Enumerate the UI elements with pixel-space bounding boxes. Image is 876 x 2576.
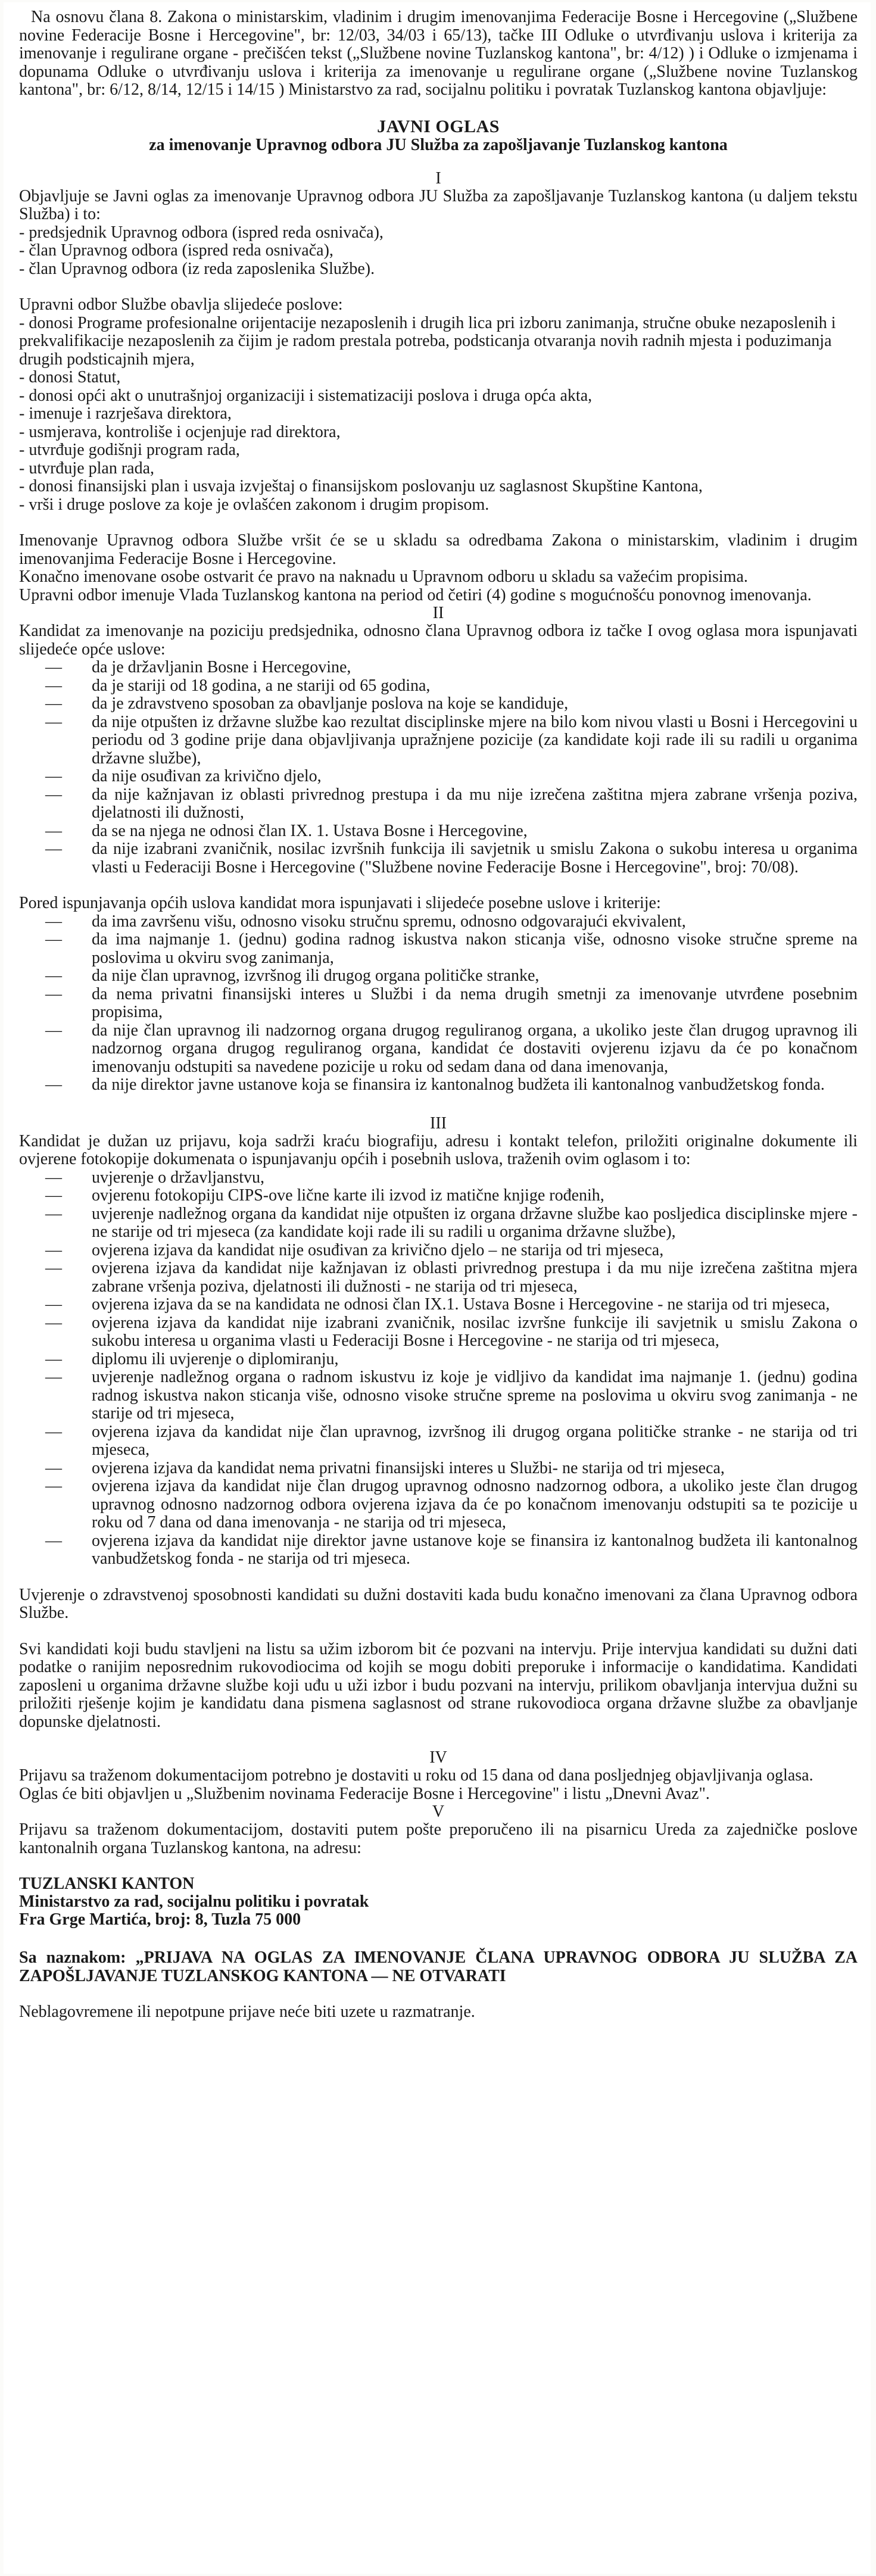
- list-item: - donosi finansijski plan i usvaja izvještaj o finansijskom poslovanju uz saglasnost Skupštine Kantona,: [19, 477, 703, 495]
- dash-bullet: —: [45, 658, 62, 676]
- list-item: - član Upravnog odbora (iz reda zaposlenika Službe).: [19, 259, 375, 278]
- list-item: - imenuje i razrješava direktora,: [19, 404, 232, 423]
- list-item: — da nema privatni finansijski interes u Službi i da nema drugih smetnji za imenovanje utvrđene posebnim propisima,: [45, 984, 858, 1021]
- health-certificate-paragraph: Uvjerenje o zdravstvenoj sposobnosti kandidati su dužni dostaviti kada budu konačno imenovani za člana Upravnog odbora Službe.: [19, 1585, 858, 1622]
- list-item: — da nije otpušten iz državne službe kao rezultat disciplinske mjere na bilo kom nivou vlasti u Bosni i Hercegovini u periodu od 3 godine prije dana objavljivanja upražnjene pozicije (za kandidate koji rade ili su radili u organima državne službe),: [45, 712, 858, 768]
- dash-bullet: —: [45, 821, 62, 840]
- list-item: — uvjerenje o državljanstvu,: [45, 1168, 265, 1187]
- special-conditions-list: [19, 913, 858, 1094]
- required-documents-list: [19, 1169, 858, 1568]
- list-item: — da nije član upravnog, izvršnog ili drugog organa političke stranke,: [45, 966, 540, 985]
- list-item: — da nije izabrani zvaničnik, nosilac izvršnih funkcija ili savjetnik u smislu Zakona o sukobu interesa u organima vlasti u Federaciji Bosne i Hercegovine ("Službene novine Federacije Bosne i Hercegovine", broj: 70/08).: [45, 840, 858, 877]
- address-line: Ministarstvo za rad, socijalnu politiku i povratak: [19, 1892, 369, 1911]
- dash-bullet: —: [45, 912, 62, 931]
- dash-bullet: —: [45, 840, 62, 858]
- dash-bullet: —: [45, 1295, 62, 1314]
- duties-list: [19, 314, 858, 514]
- section3-lead: Kandidat je dužan uz prijavu, koja sadrži kraću biografiju, adresu i kontakt telefon, priložiti originalne dokumente ili ovjerene fotokopije dokumenata o ispunjavanju općih i posebnih uslova, traženih ovim oglasom i to:: [19, 1131, 858, 1168]
- list-item: — ovjerena izjava da kandidat nema privatni finansijski interes u Službi- ne starija od tri mjeseca,: [45, 1458, 725, 1477]
- list-item: - utvrđuje godišnji program rada,: [19, 441, 240, 459]
- dash-bullet: —: [45, 930, 62, 949]
- dash-bullet: —: [45, 1349, 62, 1368]
- dash-bullet: —: [45, 676, 62, 695]
- dash-bullet: —: [45, 1204, 62, 1223]
- list-item: - donosi opći akt o unutrašnjoj organizaciji i sistematizaciji poslova i druga opća akta,: [19, 386, 593, 405]
- list-item: - utvrđuje plan rada,: [19, 459, 155, 478]
- footer-note: Neblagovremene ili nepotpune prijave neće biti uzete u razmatranje.: [19, 2003, 475, 2021]
- section-number-2: II: [432, 604, 444, 622]
- dash-bullet: —: [45, 1477, 62, 1495]
- dash-bullet: —: [45, 1422, 62, 1441]
- list-item: — da nije član upravnog ili nadzornog organa drugog reguliranog organa, a ukoliko jeste član drugog upravnog ili nadzornog organa drugog reguliranog organa, kandidat će dostaviti ovjerenu izjavu da će po konačnom imenovanju odstupiti sa navedene pozicije u roku od sedam dana od dana imenovanja,: [45, 1021, 858, 1076]
- list-item: — da je stariji od 18 godina, a ne stariji od 65 godina,: [45, 676, 431, 695]
- appointment-paragraph: Imenovanje Upravnog odbora Službe vršit će se u skladu sa odredbama Zakona o ministarskim, vladinim i drugim imenovanjima Federacije Bosne i Hercegovine.: [19, 531, 858, 568]
- list-item: — da nije direktor javne ustanove koja se finansira iz kantonalnog budžeta ili kantonalnog vanbudžetskog fonda.: [45, 1075, 825, 1094]
- list-item: — ovjerenu fotokopiju CIPS-ove lične karte ili izvod iz matične knjige rođenih,: [45, 1186, 604, 1205]
- section1-lead: Objavljuje se Javni oglas za imenovanje Upravnog odbora JU Služba za zapošljavanje Tuzlanskog kantona (u daljem tekstu Služba) i to:: [19, 186, 858, 223]
- dash-bullet: —: [45, 1021, 62, 1040]
- dash-bullet: —: [45, 1075, 62, 1094]
- list-item: — da nije osuđivan za krivično djelo,: [45, 767, 322, 785]
- newspaper-clipping: [4, 2, 871, 2574]
- dash-bullet: —: [45, 785, 62, 804]
- list-item: — ovjerena izjava da kandidat nije kažnjavan iz oblasti privrednog prestupa i da mu nije izrečena zaštitna mjera zabrane vršenja poziva, djelatnosti ili dužnosti - ne starija od tri mjeseca,: [45, 1259, 858, 1296]
- list-item: — da je državljanin Bosne i Hercegovine,: [45, 658, 351, 676]
- dash-bullet: —: [45, 1186, 62, 1205]
- dash-bullet: —: [45, 1531, 62, 1550]
- dash-bullet: —: [45, 767, 62, 785]
- dash-bullet: —: [45, 712, 62, 731]
- list-item: - predsjednik Upravnog odbora (ispred reda osnivača),: [19, 223, 384, 242]
- list-item: — da je zdravstveno sposoban za obavljanje poslova na koje se kandiduje,: [45, 694, 569, 713]
- dash-bullet: —: [45, 1240, 62, 1259]
- list-item: - donosi Statut,: [19, 368, 121, 386]
- mailing-address: [19, 1875, 858, 1929]
- list-item: - donosi Programe profesionalne orijentacije nezaposlenih i drugih lica pri izboru zanimanja, stručne obuke nezaposlenih i prekvalifikacije nezaposlenih za čijim je radom prestala potreba, podsticanja otvaranja novih radnih mjesta i poduzimanja drugih podsticajnih mjera,: [19, 313, 836, 369]
- address-line: Fra Grge Martića, broj: 8, Tuzla 75 000: [19, 1910, 301, 1929]
- deadline-paragraph: Prijavu sa traženom dokumentacijom potrebno je dostaviti u roku od 15 dana od dana posljednjeg objavljivanja oglasa.: [19, 1766, 813, 1785]
- address-line: TUZLANSKI KANTON: [19, 1875, 195, 1893]
- intro-paragraph: Na osnovu člana 8. Zakona o ministarskim, vladinim i drugim imenovanjima Federacije Bosne i Hercegovine („Službene novine Federacije Bosne i Hercegovine", br: 12/03, 34/03 i 65/13), tačke III Odluke o utvrđivanju uslova i kriterija za imenovanje i regulirane organe - prečišćen tekst („Službene novine Tuzlanskog kantona", br: 4/12) ) i Odluke o izmjenama i dopunama Odluke o utvrđivanju uslova i kriterija za imenovanje u regulirane organe („Službene novine Tuzlanskog kantona", br: 6/12, 8/14, 12/15 i 14/15 ) Ministarstvo za rad, socijalnu politiku i povratak Tuzlanskog kantona objavljuje:: [19, 8, 858, 99]
- notice-subtitle: za imenovanje Upravnog odbora JU Služba za zapošljavanje Tuzlanskog kantona: [149, 135, 728, 154]
- dash-bullet: —: [45, 1368, 62, 1386]
- list-item: — uvjerenje nadležnog organa o radnom iskustvu iz koje je vidljivo da kandidat ima najmanje 1. (jednu) godina radnog iskustva nakon sticanja više, odnosno visoke stručne spreme na poslovima u okviru svog zanimanja - ne starije od tri mjeseca,: [45, 1368, 858, 1423]
- list-item: — ovjerena izjava da se na kandidata ne odnosi član IX.1. Ustava Bosne i Hercegovine - ne starija od tri mjeseca,: [45, 1295, 830, 1314]
- dash-bullet: —: [45, 1259, 62, 1277]
- interview-paragraph: Svi kandidati koji budu stavljeni na listu sa užim izborom bit će pozvani na intervju. Prije intervjua kandidati su dužni dati podatke o ranijim neposrednim rukovodiocima od kojih se mogu dobiti preporuke i informacije o kandidatima. Kandidati zaposleni u organima državne službe koji uđu u uži izbor i budu pozvani na intervju, prilikom obavljanja intervjua dužni su priložiti rješenje kojim je kandidatu dana pismena saglasnost od strane rukovodioca organa državne službe za obavljanje dopunske djelatnosti.: [19, 1639, 858, 1731]
- publication-paragraph: Oglas će biti objavljen u „Službenim novinama Federacije Bosne i Hercegovine" i listu „Dnevni Avaz".: [19, 1784, 710, 1803]
- list-item: — ovjerena izjava da kandidat nije izabrani zvaničnik, nosilac izvršne funkcije ili savjetnik u smislu Zakona o sukobu interesa u organima vlasti u Federaciji Bosne i Hercegovine - ne starija od tri mjeseca,: [45, 1313, 858, 1350]
- list-item: - usmjerava, kontroliše i ocjenjuje rad direktora,: [19, 422, 341, 441]
- special-conditions-lead: Pored ispunjavanja općih uslova kandidat mora ispunjavati i slijedeće posebne uslove i kriterije:: [19, 894, 661, 912]
- section2-lead: Kandidat za imenovanje na poziciju predsjednika, odnosno člana Upravnog odbora iz tačke I ovog oglasa mora ispunjavati slijedeće opće uslove:: [19, 622, 858, 659]
- section-number-4: IV: [429, 1748, 447, 1767]
- board-members-list: [19, 224, 858, 279]
- section-number-3: III: [430, 1114, 447, 1133]
- list-item: — ovjerena izjava da kandidat nije osuđivan za krivično djelo – ne starija od tri mjeseca,: [45, 1240, 664, 1259]
- list-item: — da ima završenu višu, odnosno visoku stručnu spremu, odnosno odgovarajući ekvivalent,: [45, 912, 686, 931]
- list-item: - član Upravnog odbora (ispred reda osnivača),: [19, 241, 333, 260]
- section-number-1: I: [435, 169, 441, 188]
- dash-bullet: —: [45, 1168, 62, 1187]
- list-item: — da ima najmanje 1. (jednu) godina radnog iskustva nakon sticanja više, odnosno visoke stručne spreme na poslovima u okviru svog zanimanja,: [45, 930, 858, 967]
- dash-bullet: —: [45, 1313, 62, 1332]
- list-item: — da nije kažnjavan iz oblasti privrednog prestupa i da mu nije izrečena zaštitna mjera zabrane vršenja poziva, djelatnosti ili dužnosti,: [45, 785, 858, 822]
- dash-bullet: —: [45, 984, 62, 1003]
- envelope-marking: Sa naznakom: „PRIJAVA NA OGLAS ZA IMENOVANJE ČLANA UPRAVNOG ODBORA JU SLUŽBA ZA ZAPOŠLJAVANJE TUZLANSKOG KANTONA — NE OTVARATI: [19, 1948, 858, 1985]
- general-conditions-list: [19, 659, 858, 877]
- dash-bullet: —: [45, 966, 62, 985]
- dash-bullet: —: [45, 694, 62, 713]
- list-item: — ovjerena izjava da kandidat nije član upravnog, izvršnog ili drugog organa političke stranke - ne starija od tri mjeseca,: [45, 1422, 858, 1459]
- list-item: — ovjerena izjava da kandidat nije direktor javne ustanove koje se finansira iz kantonalnog budžeta ili kantonalnog vanbudžetskog fonda - ne starija od tri mjeseca.: [45, 1531, 858, 1568]
- list-item: - vrši i druge poslove za koje je ovlašćen zakonom i drugim propisom.: [19, 495, 490, 514]
- compensation-paragraph: Konačno imenovane osobe ostvarit će pravo na naknadu u Upravnom odboru u skladu sa važećim propisima.: [19, 567, 748, 586]
- list-item: — da se na njega ne odnosi član IX. 1. Ustava Bosne i Hercegovine,: [45, 821, 528, 840]
- term-paragraph: Upravni odbor imenuje Vlada Tuzlanskog kantona na period od četiri (4) godine s mogućnošću ponovnog imenovanja.: [19, 585, 812, 604]
- list-item: — diplomu ili uvjerenje o diplomiranju,: [45, 1349, 339, 1368]
- notice-title: JAVNI OGLAS: [377, 116, 500, 136]
- section-number-5: V: [432, 1802, 445, 1821]
- duties-lead: Upravni odbor Službe obavlja slijedeće poslove:: [19, 295, 343, 314]
- list-item: — ovjerena izjava da kandidat nije član drugog upravnog odnosno nadzornog odbora, a ukoliko jeste član drugog upravnog odnosno nadzornog odbora ovjerena izjava da će po konačnom imenovanju odstupiti sa te pozicije u roku od 7 dana od dana imenovanja - ne starija od tri mjeseca,: [45, 1477, 858, 1532]
- dash-bullet: —: [45, 1458, 62, 1477]
- list-item: — uvjerenje nadležnog organa da kandidat nije otpušten iz organa državne službe kao posljedica disciplinske mjere - ne starije od tri mjeseca (za kandidate koji rade ili su radili u organima državne službe),: [45, 1204, 858, 1241]
- submission-paragraph: Prijavu sa traženom dokumentacijom, dostaviti putem pošte preporučeno ili na pisarnicu Ureda za zajedničke poslove kantonalnih organa Tuzlanskog kantona, na adresu:: [19, 1820, 858, 1857]
